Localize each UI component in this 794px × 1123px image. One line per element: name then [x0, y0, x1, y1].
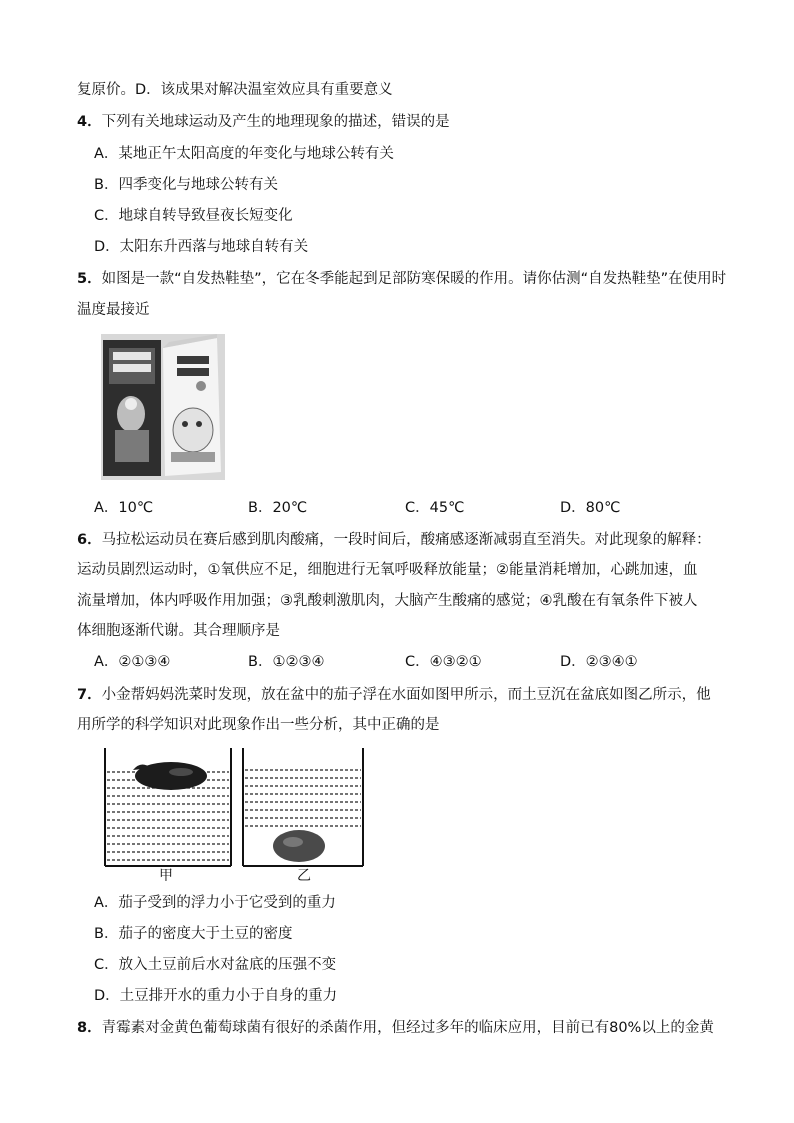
question-number: 4． [77, 114, 102, 130]
option-5d: D．80℃ [560, 500, 621, 516]
option-6d: D．②③④① [560, 654, 638, 670]
option-5b: B．20℃ [248, 500, 308, 516]
option-5c: C．45℃ [405, 500, 465, 516]
option-4a: A．某地正午太阳高度的年变化与地球公转有关 [94, 146, 394, 162]
question-stem: 小金帮妈妈洗菜时发现，放在盆中的茄子浮在水面如图甲所示，而土豆沉在盆底如图乙所示，他 [101, 687, 711, 703]
question-7 [77, 685, 711, 705]
question-stem: 如图是一款“自发热鞋垫”，它在冬季能起到足部防寒保暖的作用。请你估测“自发热鞋垫”在使用时 [101, 271, 727, 287]
question-5 [77, 269, 726, 289]
question-5-cont: 温度最接近 [77, 302, 150, 318]
option-7a: A．茄子受到的浮力小于它受到的重力 [94, 895, 336, 911]
question-6 [77, 530, 711, 550]
question-stem: 马拉松运动员在赛后感到肌肉酸痛，一段时间后，酸痛感逐渐减弱直至消失。对此现象的解释： [101, 532, 711, 548]
option-6c: C．④③②① [405, 654, 482, 670]
option-6a: A．②①③④ [94, 654, 171, 670]
option-7d: D．土豆排开水的重力小于自身的重力 [94, 988, 338, 1004]
basin-jia [105, 748, 231, 866]
label-yi: 乙 [297, 868, 311, 881]
question-8 [77, 1018, 714, 1038]
question-7-cont: 用所学的科学知识对此现象作出一些分析，其中正确的是 [77, 717, 440, 733]
option-7b: B．茄子的密度大于土豆的密度 [94, 926, 293, 942]
question-number: 6． [77, 532, 102, 548]
basin-yi [243, 748, 363, 866]
option-6b: B．①②③④ [248, 654, 325, 670]
text-line: 复原价。D．该成果对解决温室效应具有重要意义 [77, 82, 393, 98]
question-4 [77, 112, 450, 132]
question-stem: 下列有关地球运动及产生的地理现象的描述，错误的是 [101, 114, 450, 130]
option-4d: D．太阳东升西落与地球自转有关 [94, 239, 309, 255]
option-4b: B．四季变化与地球公转有关 [94, 177, 278, 193]
insole-photo [101, 334, 225, 480]
question-6-cont: 流量增加，体内呼吸作用加强；③乳酸刺激肌肉，大脑产生酸痛的感觉；④乳酸在有氧条件下被人 [77, 593, 698, 609]
basin-figure [101, 746, 371, 881]
option-7c: C．放入土豆前后水对盆底的压强不变 [94, 957, 337, 973]
question-number: 7． [77, 687, 102, 703]
option-4c: C．地球自转导致昼夜长短变化 [94, 208, 293, 224]
question-number: 5． [77, 271, 102, 287]
question-stem: 青霉素对金黄色葡萄球菌有很好的杀菌作用，但经过多年的临床应用，目前已有80%以上的金黄 [101, 1020, 714, 1036]
label-jia: 甲 [159, 868, 173, 881]
question-6-cont: 体细胞逐渐代谢。其合理顺序是 [77, 623, 280, 639]
question-6-cont: 运动员剧烈运动时，①氧供应不足，细胞进行无氧呼吸释放能量；②能量消耗增加，心跳加速，血 [77, 562, 698, 578]
option-5a: A．10℃ [94, 500, 154, 516]
question-number: 8． [77, 1020, 102, 1036]
